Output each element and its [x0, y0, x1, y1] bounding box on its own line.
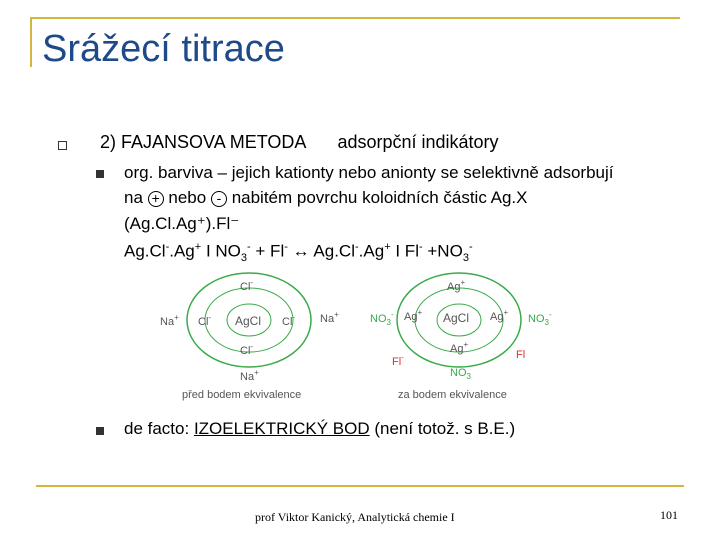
text-surface: nabitém povrchu koloidních částic Ag.X [231, 188, 528, 207]
adsorption-diagram [150, 270, 570, 405]
na-bottom: Na+ [240, 368, 259, 383]
title-frame-top [30, 17, 680, 19]
after-equivalence-diagram [370, 273, 552, 401]
plus-circle: + [148, 191, 164, 207]
heading-line [100, 132, 499, 153]
indicator-type: adsorpční indikátory [337, 132, 499, 152]
square-bullet-1 [96, 170, 104, 178]
cl-right-left: Cl- [282, 313, 296, 328]
equilibrium-equation: Ag.Cl-.Ag+ I $NO_3^- + Fl^-$ ↔ Ag.Cl-.Ag+ I $Fl^- +NO_3^-$ [124, 241, 473, 265]
text-na: na [124, 188, 143, 207]
caption-before: před bodem ekvivalence [182, 389, 302, 401]
bullet1-line1: org. barviva – jejich kationty nebo anionty se selektivně adsorbují [124, 163, 614, 182]
page-number: 101 [660, 508, 678, 522]
core-agcl-right: AgCl [443, 311, 470, 325]
ag-right: Ag+ [490, 308, 509, 323]
no3-left: $NO_3^-$ [370, 310, 394, 327]
hollow-square-bullet [58, 141, 67, 150]
method-name: 2) FAJANSOVA METODA [100, 132, 306, 152]
isoelectric-point: IZOELEKTRICKÝ BOD [193, 419, 370, 438]
na-right: Na+ [320, 310, 339, 325]
bullet1-line3: (Ag.Cl.Ag⁺).Fl⁻ [124, 214, 240, 233]
ag-bottom: Ag+ [450, 340, 469, 355]
slide-title: Srážecí titrace [42, 28, 285, 70]
footer-author: prof Viktor Kanický, Analytická chemie I [255, 510, 455, 524]
text-note: (není totož. s B.E.) [369, 419, 516, 438]
cl-left-left: Cl- [198, 313, 212, 328]
minus-circle: - [211, 191, 227, 207]
ag-top: Ag+ [447, 278, 466, 293]
fl-left: Fl- [392, 353, 404, 368]
bullet1-line2 [124, 188, 527, 208]
text-nebo: nebo [168, 188, 207, 207]
na-left: Na+ [160, 313, 179, 328]
no3-right: $NO_3^-$ [528, 310, 552, 327]
no3-bottom: $NO_3$ [450, 367, 471, 381]
bullet2-line [124, 419, 515, 439]
caption-after: za bodem ekvivalence [398, 389, 507, 401]
core-agcl-left: AgCl [235, 314, 262, 328]
before-equivalence-diagram [160, 273, 339, 401]
footer-divider [36, 485, 684, 487]
title-frame-left [30, 17, 32, 67]
ag-left: Ag+ [404, 308, 423, 323]
fl-right: Fl [516, 349, 526, 361]
cl-bottom-left: Cl- [240, 342, 254, 357]
cl-top-left: Cl- [240, 278, 254, 293]
text-de-facto: de facto: [124, 419, 194, 438]
square-bullet-2 [96, 427, 104, 435]
